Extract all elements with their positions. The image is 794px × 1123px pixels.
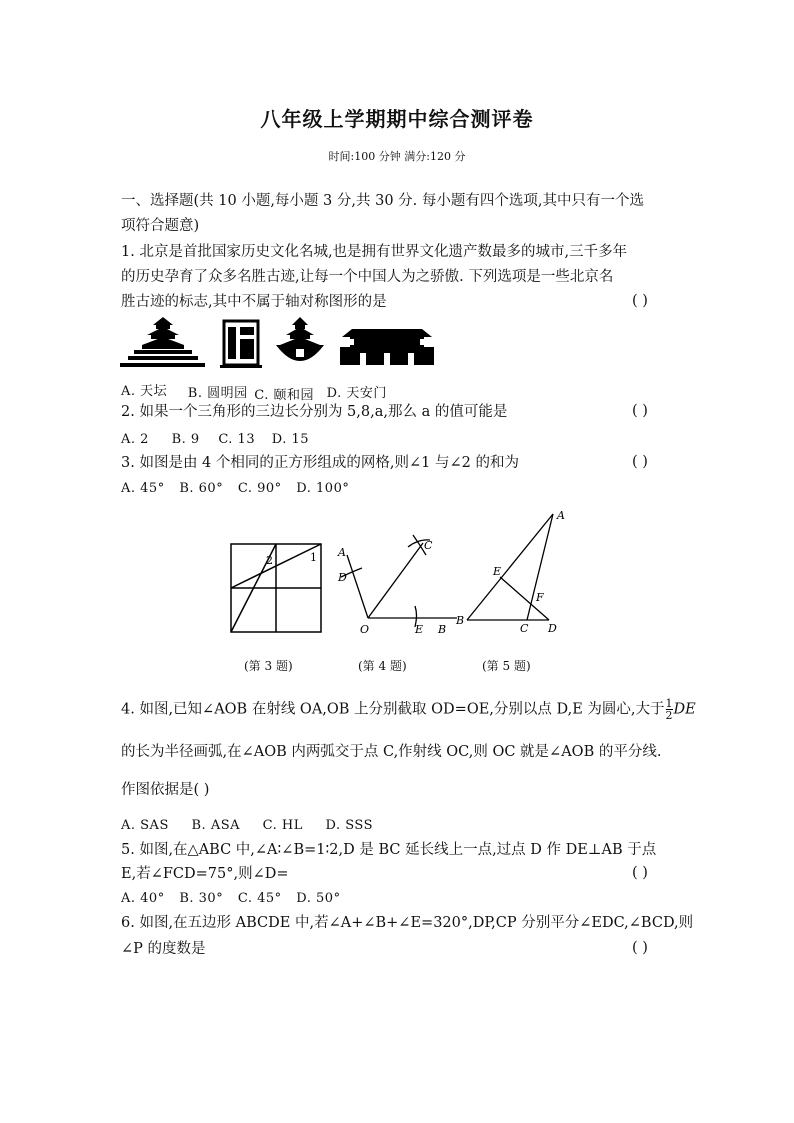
q4-text-de: DE [673,701,696,718]
figure-4-label-e: E [415,623,424,636]
q4-option-c[interactable]: C. HL [262,818,303,833]
temple-of-heaven-image [120,317,205,367]
section-heading: 一、选择题(共 10 小题,每小题 3 分,共 30 分. 每小题有四个选项,其中只有一个选 [121,193,644,209]
q1-text-cont: 的历史孕育了众多名胜古迹,让每一个中国人为之骄傲. 下列选项是一些北京名 [121,269,614,285]
q3-option-c[interactable]: C. 90° [237,481,282,496]
q3-options [121,481,359,496]
exam-info: 时间:100 分钟 满分:120 分 [328,150,466,163]
figure-5-caption: (第 5 题) [482,659,531,673]
figure-3-angle-1: 1 [310,551,317,564]
q4-text [121,698,696,721]
page-title: 八年级上学期期中综合测评卷 [260,107,534,131]
q4-text-cont2: 作图依据是( ) [121,782,210,798]
q4-text-cont: 的长为半径画弧,在∠AOB 内两弧交于点 C,作射线 OC,则 OC 就是∠AOB 的平分线. [121,744,662,760]
q1-text-cont2: 胜古迹的标志,其中不属于轴对称图形的是 [121,294,387,310]
figure-5-label-f: F [536,591,544,604]
figure-3-caption: (第 3 题) [244,659,293,673]
q3-text: 3. 如图是由 4 个相同的正方形组成的网格,则∠1 与∠2 的和为 [121,455,519,471]
figure-4-angle-bisector [341,535,457,627]
q1-option-d[interactable]: D. 天安门 [326,386,387,401]
figure-4-label-d: D [338,571,347,584]
q6-text: 6. 如图,在五边形 ABCDE 中,若∠A+∠B+∠E=320°,DP,CP 分别平分∠EDC,∠BCD,则 [121,915,694,931]
yuanmingyuan-image [220,321,262,368]
figure-4-label-a: A [338,546,346,559]
figure-5-label-d: D [548,622,557,635]
fraction-one-half [666,698,673,721]
figure-5-label-c: C [520,622,529,635]
figure-5-label-b: B [456,614,465,627]
q5-answer-paren: ( ) [632,865,648,881]
q5-option-c[interactable]: C. 45° [237,891,282,906]
q3-option-b[interactable]: B. 60° [179,481,224,496]
q4-text-main: 4. 如图,已知∠AOB 在射线 OA,OB 上分别截取 OD=OE,分别以点 D,E 为圆心,大于 [121,701,665,718]
fraction-denominator: 2 [665,709,673,722]
q5-text-cont: E,若∠FCD=75°,则∠D= [121,866,289,882]
q3-answer-paren: ( ) [632,454,648,470]
figure-4-label-o: O [360,623,370,636]
tiananmen-image [340,329,434,365]
q2-option-a[interactable]: A. 2 [121,432,149,447]
figure-5-triangle [467,514,553,620]
q2-text: 2. 如果一个三角形的三边长分别为 5,8,a,那么 a 的值可能是 [121,404,508,420]
q4-option-a[interactable]: A. SAS [121,818,169,833]
q3-option-a[interactable]: A. 45° [121,481,165,496]
landmark-logos [120,315,440,371]
figure-3-grid [231,544,321,632]
q5-option-b[interactable]: B. 30° [179,891,224,906]
figure-3-angle-2: 2 [266,554,273,567]
section-heading-cont: 项符合题意) [121,218,200,234]
summer-palace-image [276,317,324,361]
q2-answer-paren: ( ) [632,403,648,419]
figure-4-label-b: B [438,623,447,636]
figure-4-label-c: C [424,539,433,552]
q5-option-a[interactable]: A. 40° [121,891,165,906]
figures-row [220,505,580,640]
q2-options [121,432,319,447]
figure-5-label-e: E [493,565,502,578]
fraction-numerator: 1 [665,697,673,710]
q2-option-c[interactable]: C. 13 [218,432,256,447]
q4-option-b[interactable]: B. ASA [191,818,240,833]
q1-text: 1. 北京是首批国家历史文化名城,也是拥有世界文化遗产数最多的城市,三千多年 [121,244,628,260]
q1-option-a[interactable]: A. 天坛 [121,384,168,399]
q2-option-b[interactable]: B. 9 [171,432,200,447]
q4-option-d[interactable]: D. SSS [325,818,373,833]
q1-option-b[interactable]: B. 圆明园 [187,386,248,401]
figure-5-label-a: A [557,509,565,522]
q2-option-d[interactable]: D. 15 [271,432,310,447]
q1-option-c[interactable]: C. 颐和园 [254,388,315,403]
q1-options [121,380,397,403]
q5-text: 5. 如图,在△ABC 中,∠A∶∠B=1∶2,D 是 BC 延长线上一点,过点 D 作 DE⊥AB 于点 [121,842,657,858]
q6-answer-paren: ( ) [632,940,648,956]
q1-answer-paren: ( ) [632,293,648,309]
q5-options [121,891,351,906]
q3-option-d[interactable]: D. 100° [296,481,350,496]
q6-text-cont: ∠P 的度数是 [121,941,206,957]
q4-options [121,818,383,833]
figure-4-caption: (第 4 题) [358,659,407,673]
q5-option-d[interactable]: D. 50° [296,891,341,906]
